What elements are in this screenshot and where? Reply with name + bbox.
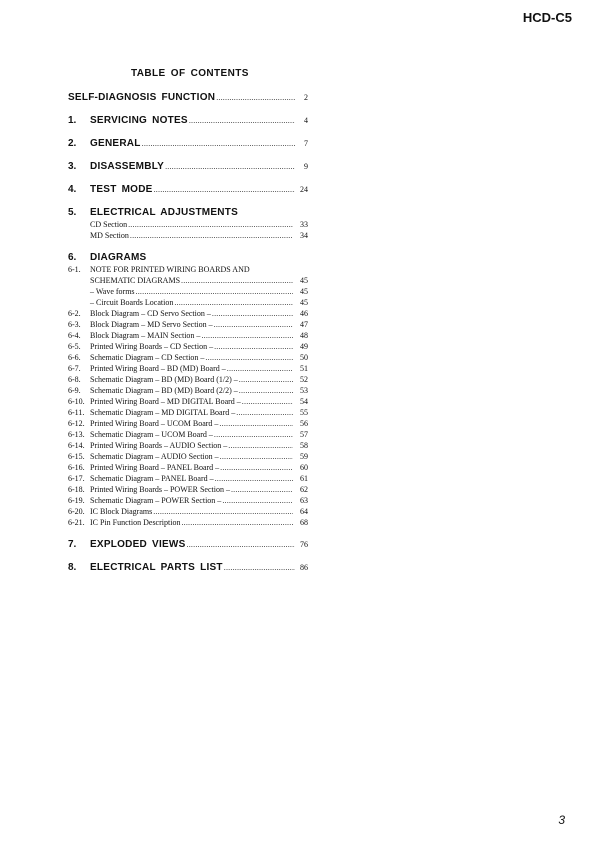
dot-leader [189, 116, 295, 125]
toc-subentry-page: 52 [300, 375, 308, 384]
toc-subentry-page: 59 [300, 452, 308, 461]
toc-subentry-title: Printed Wiring Board – PANEL Board – [90, 463, 220, 472]
dot-leader [236, 408, 293, 417]
toc-entry-exploded-views[interactable] [68, 539, 308, 552]
toc-subentry-6-16[interactable] [68, 463, 308, 474]
toc-subentry-page: 53 [300, 386, 308, 395]
toc-subentry-page: 45 [300, 287, 308, 296]
toc-entry-page: 86 [300, 563, 308, 572]
toc-subentry-title: Block Diagram – MD Servo Section – [90, 320, 213, 329]
dot-leader [224, 563, 295, 572]
toc-subentry-number: 6-3. [68, 320, 81, 329]
toc-subentry-number: 6-21. [68, 518, 85, 527]
dot-leader [222, 496, 293, 505]
toc-subentry-number: 6-5. [68, 342, 81, 351]
toc-subentry-6-2[interactable] [68, 309, 308, 320]
toc-entry-title: SELF-DIAGNOSIS FUNCTION [68, 92, 216, 103]
toc-entry-title: GENERAL [90, 138, 141, 149]
dot-leader [214, 320, 293, 329]
model-number: HCD-C5 [522, 10, 572, 25]
toc-subentry-number: 6-6. [68, 353, 81, 362]
dot-leader [130, 231, 293, 240]
dot-leader [215, 474, 293, 483]
toc-subentry-6-12[interactable] [68, 419, 308, 430]
toc-subentry-title: Schematic Diagram – BD (MD) Board (1/2) – [90, 375, 238, 384]
toc-entry-electrical-parts-list[interactable] [68, 562, 308, 575]
toc-subentry-6-5[interactable] [68, 342, 308, 353]
toc-subentry-title: SCHEMATIC DIAGRAMS [90, 276, 181, 285]
toc-subentry-title: – Wave forms [90, 287, 135, 296]
toc-subentry-6-21[interactable] [68, 518, 308, 529]
dot-leader [181, 518, 293, 527]
toc-subentry-number: 6-7. [68, 364, 81, 373]
toc-subentry-title: IC Pin Function Description [90, 518, 181, 527]
toc-subentry-6-8[interactable] [68, 375, 308, 386]
toc-entry-self-diagnosis[interactable] [68, 92, 308, 105]
dot-leader [227, 364, 293, 373]
toc-subentry-page: 62 [300, 485, 308, 494]
toc-subentry-title: Schematic Diagram – BD (MD) Board (2/2) – [90, 386, 238, 395]
dot-leader [128, 220, 293, 229]
dot-leader [231, 485, 293, 494]
dot-leader [220, 452, 293, 461]
toc-entry-page: 9 [304, 162, 308, 171]
toc-entry-number: 7. [68, 539, 77, 550]
toc-subentry-page: 47 [300, 320, 308, 329]
toc-subentry-number: 6-4. [68, 331, 81, 340]
toc-entry-page: 24 [300, 185, 308, 194]
toc-entry-diagrams[interactable] [68, 252, 308, 265]
toc-entry-page: 76 [300, 540, 308, 549]
dot-leader [239, 386, 293, 395]
toc-subentry-6-1[interactable] [68, 265, 308, 276]
dot-leader [136, 287, 293, 296]
dot-leader [165, 162, 295, 171]
toc-entry-number: 3. [68, 161, 77, 172]
dot-leader [216, 93, 295, 102]
toc-subentry-6-20[interactable] [68, 507, 308, 518]
toc-subentry-page: 49 [300, 342, 308, 351]
toc-subentry-6-9[interactable] [68, 386, 308, 397]
dot-leader [201, 331, 293, 340]
toc-subentry-page: 34 [300, 231, 308, 240]
toc-subentry-number: 6-16. [68, 463, 85, 472]
toc-subentry-title: – Circuit Boards Location [90, 298, 174, 307]
toc-subentry-page: 50 [300, 353, 308, 362]
toc-subentry-page: 55 [300, 408, 308, 417]
toc-subentry-6-7[interactable] [68, 364, 308, 375]
toc-subentry-title: MD Section [90, 231, 129, 240]
toc-subentry-number: 6-8. [68, 375, 81, 384]
toc-subentry-page: 56 [300, 419, 308, 428]
toc-entry-electrical-adjustments[interactable] [68, 207, 308, 220]
toc-entry-title: ELECTRICAL ADJUSTMENTS [90, 207, 239, 218]
toc-subentry-6-14[interactable] [68, 441, 308, 452]
toc-subentry-page: 45 [300, 276, 308, 285]
toc-subentry-title: Block Diagram – CD Servo Section – [90, 309, 211, 318]
toc-subentry-6-13[interactable] [68, 430, 308, 441]
toc-subentry-page: 63 [300, 496, 308, 505]
toc-entry-number: 4. [68, 184, 77, 195]
toc-subentry-6-6[interactable] [68, 353, 308, 364]
toc-subentry-title: Schematic Diagram – PANEL Board – [90, 474, 214, 483]
toc-entry-number: 2. [68, 138, 77, 149]
toc-subentry-page: 64 [300, 507, 308, 516]
toc-subentry-page: 51 [300, 364, 308, 373]
toc-entry-title: ELECTRICAL PARTS LIST [90, 562, 223, 573]
toc-subentry-6-1-cont[interactable] [68, 276, 308, 287]
dot-leader [228, 441, 293, 450]
dot-leader [205, 353, 293, 362]
toc-subentry-number: 6-10. [68, 397, 85, 406]
toc-subentry-number: 6-12. [68, 419, 85, 428]
toc-subentry-title: Schematic Diagram – UCOM Board – [90, 430, 213, 439]
dot-leader [219, 419, 293, 428]
toc-subentry-page: 54 [300, 397, 308, 406]
toc-subentry-title: Printed Wiring Boards – AUDIO Section – [90, 441, 228, 450]
toc-entry-number: 8. [68, 562, 77, 573]
toc-entry-number: 5. [68, 207, 77, 218]
toc-entry-page: 4 [304, 116, 308, 125]
toc-subentry-page: 46 [300, 309, 308, 318]
toc-subentry-6-18[interactable] [68, 485, 308, 496]
toc-entry-number: 1. [68, 115, 77, 126]
toc-subentry-page: 45 [300, 298, 308, 307]
toc-subentry-number: 6-20. [68, 507, 85, 516]
toc-entry-test-mode[interactable] [68, 184, 308, 197]
dot-leader [239, 375, 293, 384]
toc-entry-title: DIAGRAMS [90, 252, 147, 263]
toc-entry-page: 7 [304, 139, 308, 148]
toc-subentry-6-17[interactable] [68, 474, 308, 485]
toc-subentry-title: Schematic Diagram – MD DIGITAL Board – [90, 408, 236, 417]
toc-subentry-6-11[interactable] [68, 408, 308, 419]
toc-subentry-number: 6-2. [68, 309, 81, 318]
toc-subentry-page: 68 [300, 518, 308, 527]
page-number: 3 [558, 813, 565, 827]
dot-leader [153, 507, 293, 516]
toc-subentry-md-section[interactable] [68, 231, 308, 242]
toc-subentry-title: CD Section [90, 220, 128, 229]
toc-entry-number: 6. [68, 252, 77, 263]
dot-leader [174, 298, 293, 307]
dot-leader [154, 185, 295, 194]
toc-subentry-title: IC Block Diagrams [90, 507, 153, 516]
toc-subentry-page: 48 [300, 331, 308, 340]
toc-subentry-title: Printed Wiring Board – BD (MD) Board – [90, 364, 226, 373]
toc-subentry-number: 6-14. [68, 441, 85, 450]
toc-subentry-page: 57 [300, 430, 308, 439]
toc-subentry-6-3[interactable] [68, 320, 308, 331]
dot-leader [181, 276, 293, 285]
toc-subentry-number: 6-17. [68, 474, 85, 483]
dot-leader [220, 463, 293, 472]
toc-subentry-title: Schematic Diagram – AUDIO Section – [90, 452, 219, 461]
toc-subentry-page: 61 [300, 474, 308, 483]
toc-subentry-6-19[interactable] [68, 496, 308, 507]
toc-subentry-page: 60 [300, 463, 308, 472]
toc-subentry-number: 6-15. [68, 452, 85, 461]
toc-subentry-title: Printed Wiring Board – MD DIGITAL Board – [90, 397, 241, 406]
toc-subentry-title: Schematic Diagram – POWER Section – [90, 496, 222, 505]
toc-subentry-6-10[interactable] [68, 397, 308, 408]
toc-subentry-number: 6-18. [68, 485, 85, 494]
dot-leader [214, 342, 293, 351]
dot-leader [242, 397, 293, 406]
toc-subentry-page: 58 [300, 441, 308, 450]
toc-entry-title: TEST MODE [90, 184, 153, 195]
toc-subentry-number: 6-13. [68, 430, 85, 439]
dot-leader [212, 309, 293, 318]
toc-subentry-page: 33 [300, 220, 308, 229]
toc-subentry-title: Block Diagram – MAIN Section – [90, 331, 201, 340]
toc-subentry-title: NOTE FOR PRINTED WIRING BOARDS AND [90, 265, 250, 274]
toc-subentry-number: 6-11. [68, 408, 85, 417]
dot-leader [142, 139, 295, 148]
toc-subentry-title: Printed Wiring Board – UCOM Board – [90, 419, 219, 428]
dot-leader [187, 540, 295, 549]
toc-entry-title: EXPLODED VIEWS [90, 539, 186, 550]
toc-entry-page: 2 [304, 93, 308, 102]
toc-subentry-number: 6-19. [68, 496, 85, 505]
toc-subentry-6-15[interactable] [68, 452, 308, 463]
dot-leader [214, 430, 293, 439]
toc-subentry-6-4[interactable] [68, 331, 308, 342]
toc-subentry-number: 6-9. [68, 386, 81, 395]
toc-entry-title: SERVICING NOTES [90, 115, 188, 126]
toc-subentry-number: 6-1. [68, 265, 81, 274]
toc-entry-title: DISASSEMBLY [90, 161, 165, 172]
toc-entry-disassembly[interactable] [68, 161, 308, 174]
toc-subentry-cd-section[interactable] [68, 220, 308, 231]
toc-subentry-circuit-boards-location[interactable] [68, 298, 308, 309]
toc-title: TABLE OF CONTENTS [131, 68, 249, 79]
toc-subentry-title: Schematic Diagram – CD Section – [90, 353, 205, 362]
toc-entry-servicing-notes[interactable] [68, 115, 308, 128]
toc-subentry-title: Printed Wiring Boards – CD Section – [90, 342, 214, 351]
table-of-contents [68, 92, 308, 575]
toc-subentry-wave-forms[interactable] [68, 287, 308, 298]
toc-entry-general[interactable] [68, 138, 308, 151]
toc-subentry-title: Printed Wiring Boards – POWER Section – [90, 485, 230, 494]
